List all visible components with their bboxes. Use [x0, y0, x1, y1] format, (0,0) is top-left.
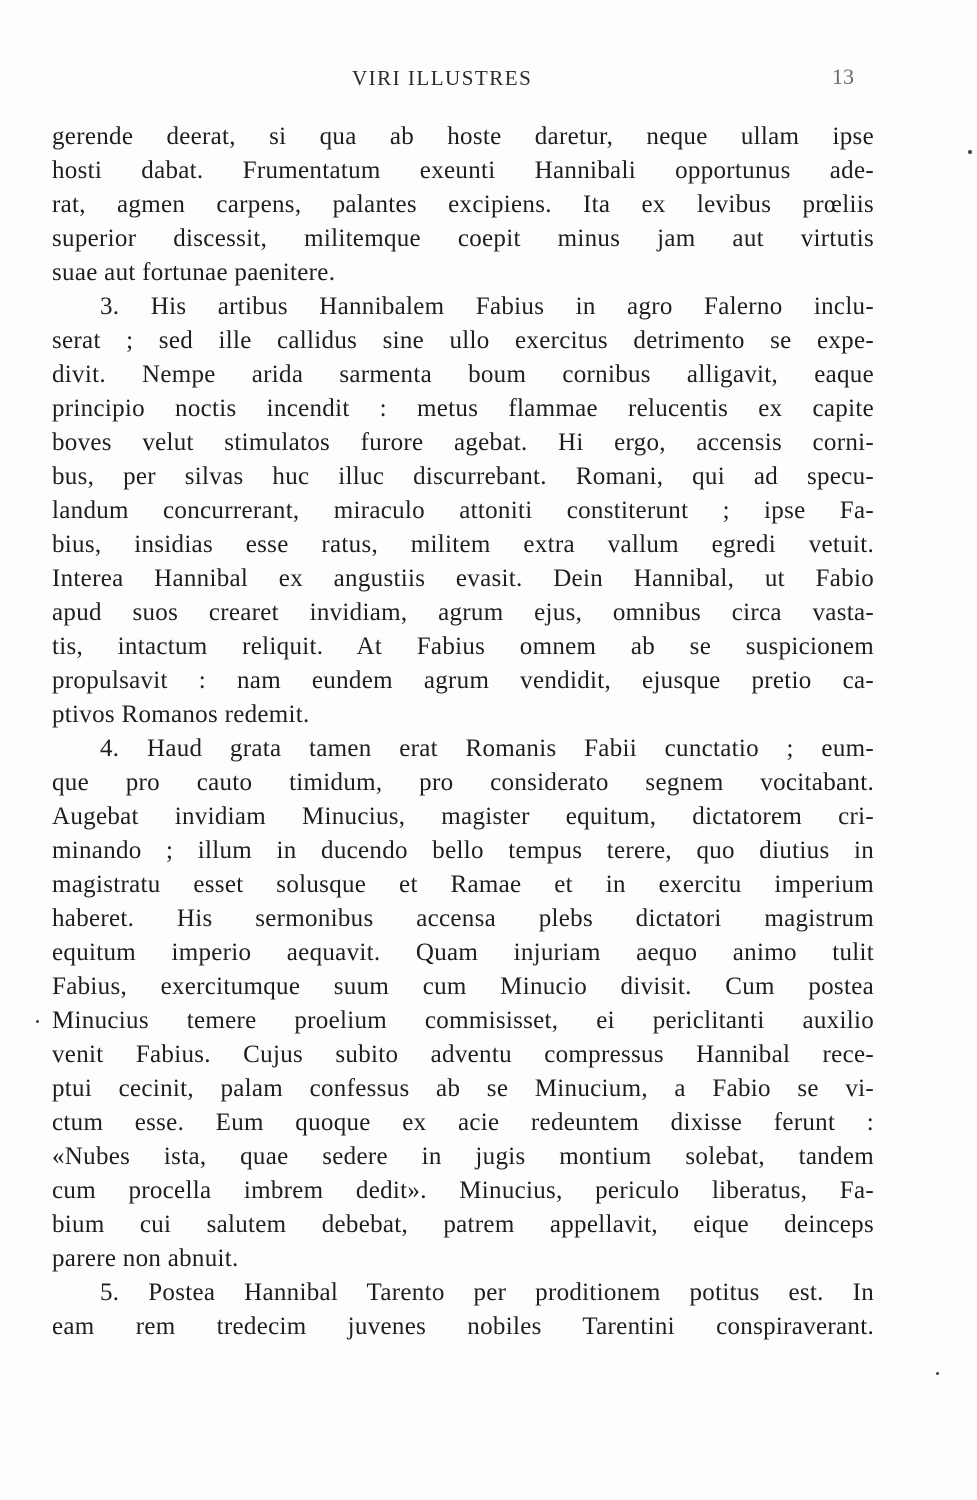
text-line: propulsavit : nam eundem agrum vendidit, ejusque pretio ca-	[52, 667, 874, 694]
body-text	[52, 120, 874, 1344]
text-line: divit. Nempe arida sarmenta boum cornibus alligavit, eaque	[52, 361, 874, 388]
text-line: serat ; sed ille callidus sine ullo exercitus detrimento se expe-	[52, 327, 874, 354]
page-number: 13	[832, 64, 854, 89]
text-line: haberet. His sermonibus accensa plebs dictatori magistrum	[52, 905, 874, 932]
text-line: 4. Haud grata tamen erat Romanis Fabii cunctatio ; eum-	[100, 735, 874, 762]
text-line: magistratu esset solusque et Ramae et in exercitu imperium	[52, 871, 874, 898]
text-line: cum procella imbrem dedit». Minucius, periculo liberatus, Fa-	[52, 1177, 874, 1204]
text-line: apud suos crearet invidiam, agrum ejus, omnibus circa vasta-	[52, 599, 874, 626]
text-line: boves velut stimulatos furore agebat. Hi ergo, accensis corni-	[52, 429, 874, 456]
text-line: Augebat invidiam Minucius, magister equitum, dictatorem cri-	[52, 803, 874, 830]
text-line: gerende deerat, si qua ab hoste daretur, neque ullam ipse	[52, 123, 874, 150]
text-line: landum concurrerant, miraculo attoniti constiterunt ; ipse Fa-	[52, 497, 874, 524]
text-line: rat, agmen carpens, palantes excipiens. Ita ex levibus prœliis	[52, 191, 874, 218]
text-line: bium cui salutem debebat, patrem appellavit, eique deinceps	[52, 1211, 874, 1238]
running-head	[0, 64, 977, 94]
text-line: principio noctis incendit : metus flammae relucentis ex capite	[52, 395, 874, 422]
text-line: minando ; illum in ducendo bello tempus terere, quo diutius in	[52, 837, 874, 864]
print-speck	[936, 1372, 939, 1375]
text-line: equitum imperio aequavit. Quam injuriam aequo animo tulit	[52, 939, 874, 966]
text-line: Interea Hannibal ex angustiis evasit. Dein Hannibal, ut Fabio	[52, 565, 874, 592]
text-line: parere non abnuit.	[52, 1245, 239, 1272]
text-line: bus, per silvas huc illuc discurrebant. Romani, qui ad specu-	[52, 463, 874, 490]
text-line: Fabius, exercitumque suum cum Minucio divisit. Cum postea	[52, 973, 874, 1000]
text-line: ptui cecinit, palam confessus ab se Minucium, a Fabio se vi-	[52, 1075, 874, 1102]
text-line: venit Fabius. Cujus subito adventu compressus Hannibal rece-	[52, 1041, 874, 1068]
text-line: ptivos Romanos redemit.	[52, 701, 310, 728]
text-line: que pro cauto timidum, pro considerato segnem vocitabant.	[52, 769, 874, 796]
text-line: hosti dabat. Frumentatum exeunti Hannibali opportunus ade-	[52, 157, 874, 184]
text-line: 5. Postea Hannibal Tarento per proditionem potitus est. In	[100, 1279, 874, 1306]
text-line: bius, insidias esse ratus, militem extra vallum egredi vetuit.	[52, 531, 874, 558]
text-line: suae aut fortunae paenitere.	[52, 259, 336, 286]
text-line: ctum esse. Eum quoque ex acie redeuntem dixisse ferunt :	[52, 1109, 874, 1136]
text-line: Minucius temere proelium commisisset, ei periclitanti auxilio	[52, 1007, 874, 1034]
text-line: eam rem tredecim juvenes nobiles Tarentini conspiraverant.	[52, 1313, 874, 1340]
text-line: tis, intactum reliquit. At Fabius omnem ab se suspicionem	[52, 633, 874, 660]
running-title: VIRI ILLUSTRES	[352, 66, 533, 90]
text-line: 3. His artibus Hannibalem Fabius in agro Falerno inclu-	[100, 293, 874, 320]
print-speck	[36, 1020, 39, 1023]
text-line: «Nubes ista, quae sedere in jugis montium solebat, tandem	[52, 1143, 874, 1170]
text-line: superior discessit, militemque coepit minus jam aut virtutis	[52, 225, 874, 252]
print-speck	[968, 150, 972, 154]
